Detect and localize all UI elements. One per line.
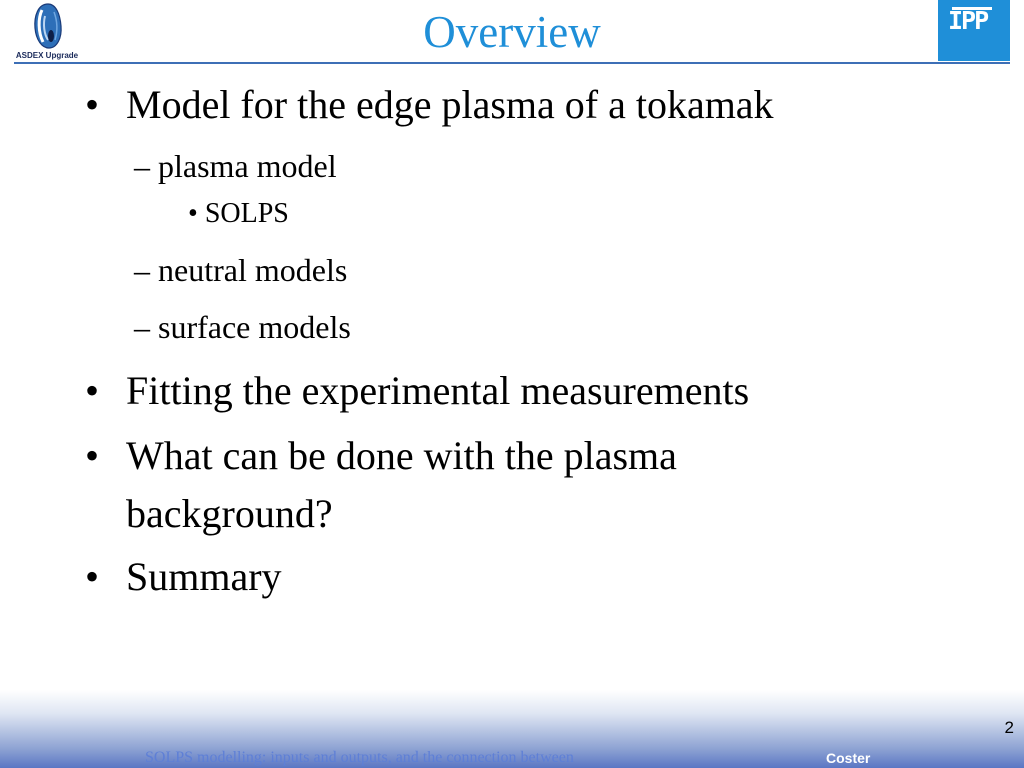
sub-bullet-surface-models bbox=[134, 307, 351, 347]
sub-bullet-text: plasma model bbox=[158, 148, 337, 184]
sub-bullet-marker: – bbox=[134, 148, 150, 184]
asdex-upgrade-caption: ASDEX Upgrade bbox=[15, 51, 79, 60]
ipp-logo-text: IPP bbox=[948, 6, 988, 35]
bullet-text: Fitting the experimental measurements bbox=[126, 368, 750, 413]
sub-sub-bullet-marker: • bbox=[188, 198, 198, 229]
sub-bullet-marker: – bbox=[134, 252, 150, 288]
sub-sub-bullet-text: SOLPS bbox=[204, 198, 289, 229]
sub-bullet-text: surface models bbox=[158, 309, 351, 345]
bullet-item-plasma-background bbox=[85, 427, 785, 543]
page-number: 2 bbox=[1004, 718, 1014, 737]
bullet-marker: • bbox=[85, 368, 100, 413]
footer-title: SOLPS modelling: inputs and outputs, and the connection between bbox=[145, 749, 574, 766]
bullet-marker: • bbox=[85, 82, 100, 127]
sub-bullet-text: neutral models bbox=[158, 252, 348, 288]
bullet-text: What can be done with the plasma background? bbox=[126, 433, 677, 536]
bullet-item-fitting bbox=[85, 362, 845, 420]
footer-author: Coster bbox=[826, 750, 871, 766]
sub-bullet-marker: – bbox=[134, 309, 150, 345]
bullet-item-model bbox=[85, 76, 845, 134]
bullet-marker: • bbox=[85, 554, 100, 599]
page-title: Overview bbox=[423, 7, 601, 57]
bullet-marker: • bbox=[85, 433, 100, 478]
ipp-logo bbox=[938, 0, 1010, 61]
bullet-text: Model for the edge plasma of a tokamak bbox=[126, 82, 774, 127]
sub-bullet-plasma-model bbox=[134, 146, 337, 186]
bullet-text: Summary bbox=[126, 554, 282, 599]
bullet-item-summary bbox=[85, 548, 845, 606]
header-divider bbox=[14, 62, 1010, 64]
sub-sub-bullet-solps bbox=[188, 197, 289, 231]
sub-bullet-neutral-models bbox=[134, 250, 347, 290]
